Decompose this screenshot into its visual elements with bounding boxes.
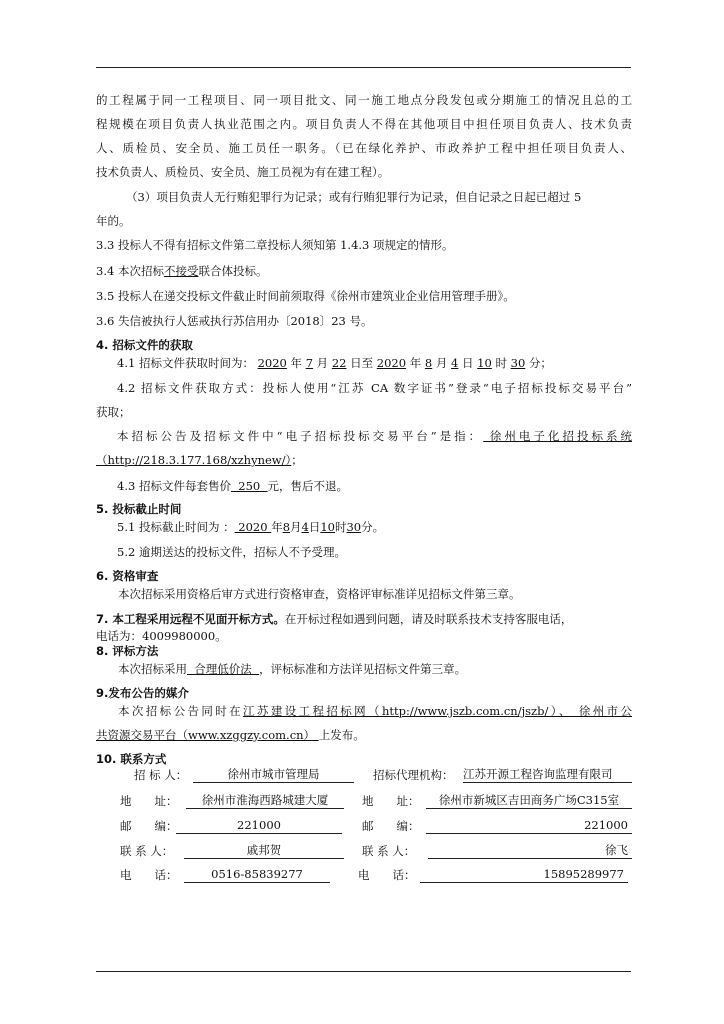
section-5-heading: 5. 投标截止时间 (96, 502, 182, 516)
right-value-postcode: 221000 (426, 818, 632, 834)
section-4-1: 4.1 招标文件获取时间为： 2020 年 7 月 22 日至 2020 年 8 月 4 日 10 时 30 分； (117, 356, 552, 370)
section-8-body: 本次招标采用 合理低价法 ，评标标准和方法详见招标文件第三章。 (118, 662, 467, 676)
media-line-2-underlined: 共资源交易平台（www.xzggzy.com.cn） (96, 728, 319, 742)
section-7-line-2: 电话为：4009980000。 (96, 629, 227, 643)
left-label-address: 地 址： (120, 794, 178, 808)
left-value-contact: 戚邦贺 (184, 843, 344, 859)
left-label-phone: 电 话： (120, 868, 178, 882)
section-5-1: 5.1 投标截止时间为 ： 2020 年8月4日10时30分。 (117, 520, 385, 534)
section-9-line-2: 共资源交易平台（www.xzggzy.com.cn） 上发布。 (96, 728, 365, 742)
right-label-postcode: 邮 编： (362, 819, 420, 833)
section-6-heading: 6. 资格审查 (96, 569, 159, 583)
method-underlined: 合理低价法 (187, 662, 260, 676)
section-3-5: 3.5 投标人在递交投标文件截止时间前须取得《徐州市建筑业企业信用管理手册》。 (96, 289, 515, 303)
left-value-postcode: 221000 (176, 818, 342, 834)
section-5-2: 5.2 逾期送达的投标文件，招标人不予受理。 (117, 545, 346, 559)
right-value-contact: 徐飞 (428, 843, 632, 859)
price-underlined: 250 (230, 479, 268, 493)
section-3-3: 3.3 投标人不得有招标文件第二章投标人须知第 1.4.3 项规定的情形。 (96, 238, 454, 252)
section-3-4: 3.4 本次招标不接受联合体投标。 (96, 264, 268, 278)
section-7-heading: 7. 本工程采用远程不见面开标方式。 (96, 612, 285, 626)
section-8-heading: 8. 评标方法 (96, 644, 159, 658)
section-9-line-1: 本次招标公告同时在江苏建设工程招标网（http://www.jszb.com.cn/jszb/）、 徐州市公 (118, 704, 633, 718)
left-value-phone: 0516-85839277 (184, 867, 330, 883)
section-6-body: 本次招标采用资格后审方式进行资格审查，资格评审标准详见招标文件第三章。 (118, 587, 521, 601)
right-label-agency: 招标代理机构： (373, 768, 454, 782)
left-value-tenderer: 徐州市城市管理局 (193, 767, 354, 783)
right-label-phone: 电 话： (358, 868, 416, 882)
section-4-2-line-1: 4.2 招标文件获取方式：投标人使用“江苏 CA 数字证书”登录“电子招标投标交易平台” (117, 381, 632, 395)
right-value-agency: 江苏开源工程咨询监理有限司 (463, 767, 632, 783)
section-4-platform-line-2: （http://218.3.177.168/xzhynew/）； (96, 453, 303, 467)
section-4-heading: 4. 招标文件的获取 (96, 338, 193, 352)
left-label-postcode: 邮 编： (120, 819, 178, 833)
para-line-1: 的工程属于同一工程项目、同一项目批文、同一施工地点分段发包或分期施工的情况且总的工 (96, 93, 632, 107)
para-line-4: 技术负责人、质检员、安全员、施工员视为有在建工程）。 (96, 165, 390, 179)
section-4-platform-line-1: 本招标公告及招标文件中“电子招标投标交易平台”是指： 徐州电子化招投标系统 (117, 429, 633, 443)
platform-name-underlined: 徐州电子化招投标系统 (483, 429, 633, 443)
section-3-6: 3.6 失信被执行人惩戒执行苏信用办〔2018〕23 号。 (96, 314, 373, 328)
platform-url: （http://218.3.177.168/xzhynew/） (96, 453, 292, 467)
right-value-phone: 15895289977 (420, 867, 628, 883)
right-label-address: 地 址： (362, 794, 420, 808)
right-value-address: 徐州市新城区吉田商务广场C315室 (426, 793, 632, 809)
left-label-tenderer: 招 标 人： (134, 768, 188, 782)
footer-rule (96, 971, 631, 972)
section-4-2-line-2: 获取； (96, 405, 131, 419)
item3-line-2: 年的。 (96, 214, 131, 228)
section-9-heading: 9.发布公告的媒介 (96, 686, 189, 700)
header-rule (96, 67, 631, 68)
item3-line-1: （3）项目负责人无行贿犯罪行为记录；或有行贿犯罪行为记录，但自记录之日起已超过 5 (126, 190, 582, 204)
para-line-3: 人、质检员、安全员、施工员任一职务。（已在绿化养护、市政养护工程中担任项目负责人、 (96, 141, 632, 155)
section-10-heading: 10. 联系方式 (96, 752, 167, 766)
left-label-contact: 联 系 人： (120, 844, 174, 858)
left-value-address: 徐州市淮海西路城建大厦 (186, 793, 344, 809)
para-line-2: 程规模在项目负责人执业范围之内。项目负责人不得在其他项目中担任项目负责人、技术负责 (96, 117, 632, 131)
section-7-line-1: 7. 本工程采用远程不见面开标方式。在开标过程如遇到问题，请及时联系技术支持客服电话， (96, 612, 573, 626)
not-accept-underlined: 不接受 (163, 264, 199, 278)
section-4-3: 4.3 招标文件每套售价 250 元，售后不退。 (117, 479, 349, 493)
media-line-1-underlined: 江苏建设工程招标网（http://www.jszb.com.cn/jszb/）、 徐州市公 (243, 704, 633, 718)
right-label-contact: 联 系 人： (362, 844, 416, 858)
